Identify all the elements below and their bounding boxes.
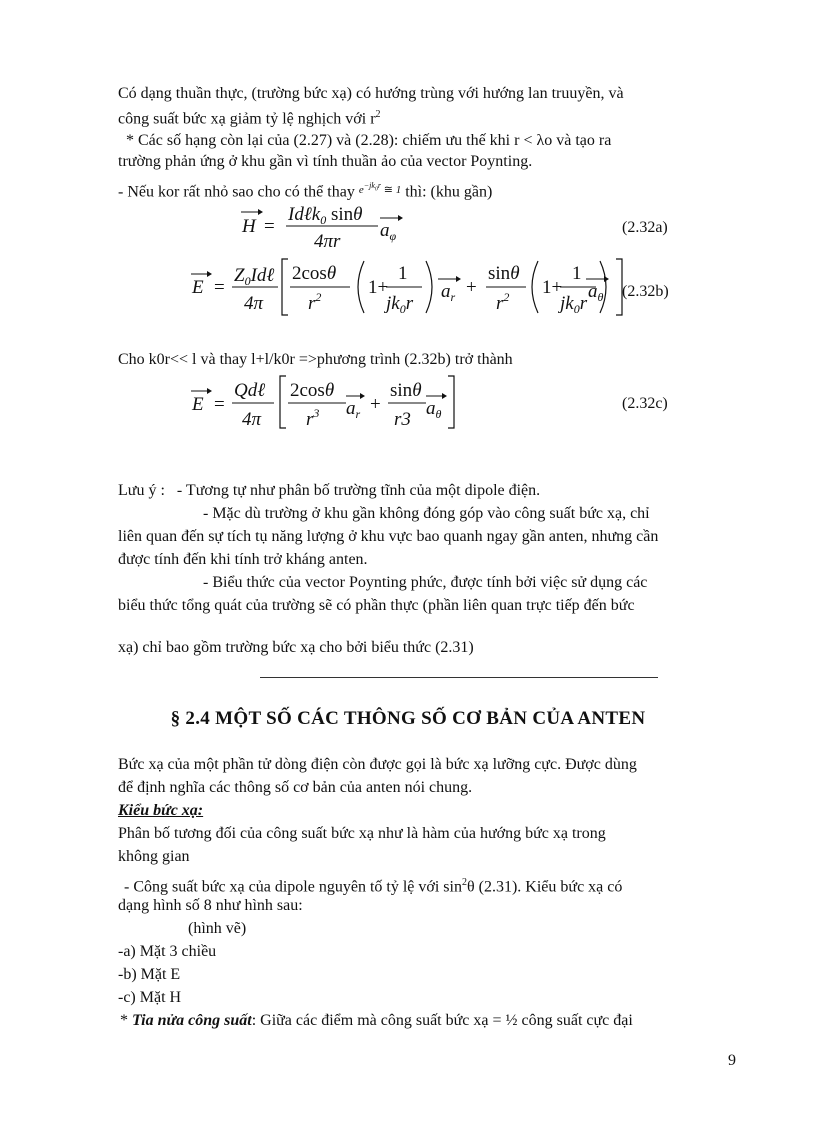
- svg-text:H: H: [242, 216, 256, 237]
- svg-text:1: 1: [398, 263, 408, 284]
- text: -c) Mặt H: [118, 989, 182, 1006]
- paragraph-line: [188, 918, 488, 941]
- text: công suất bức xạ giảm tỷ lệ nghịch với r: [118, 110, 376, 128]
- paragraph-line: [118, 151, 740, 174]
- svg-text:r3: r3: [394, 409, 411, 430]
- text: - Nếu kor rất nhỏ sao cho có thể thay: [118, 183, 355, 201]
- svg-text:E: E: [192, 394, 204, 415]
- svg-text:+: +: [370, 394, 381, 415]
- text: - Biểu thức của vector Poynting phức, được tính bởi việc sử dụng các: [203, 574, 648, 591]
- text: để định nghĩa các thông số cơ bản của anten nói chung.: [118, 779, 473, 796]
- svg-text:ar: $a_r$: [441, 281, 456, 304]
- note-label: Lưu ý :: [118, 482, 165, 499]
- equation-2-32a: [230, 196, 550, 252]
- note-line: [203, 572, 740, 595]
- svg-text:2cosθ: 2cosθ: [292, 263, 337, 284]
- svg-text:4π: 4π: [242, 409, 262, 430]
- svg-text:aφ: $a_\varphi$: [380, 220, 397, 243]
- svg-text:aθ: $a_\theta$: [426, 398, 442, 421]
- text: - Mặc dù trường ở khu gần không đóng góp vào công suất bức xạ, chỉ: [203, 505, 650, 522]
- paragraph-line: [118, 895, 740, 918]
- text: : Giữa các điểm mà công suất bức xạ = ½ công suất cực đại: [251, 1012, 633, 1029]
- text: -a) Mặt 3 chiều: [118, 943, 217, 960]
- bold-term: Tia nửa công suất: [132, 1012, 252, 1029]
- text: *: [120, 1012, 132, 1029]
- text: trường phản ứng ở khu gần vì tính thuần ảo của vector Poynting.: [118, 153, 533, 170]
- svg-text:aθ: $a_\theta$: [588, 281, 604, 304]
- text: Phân bố tương đối của công suất bức xạ như là hàm của hướng bức xạ trong: [118, 825, 606, 842]
- svg-text:r2: $r^2$: [496, 290, 510, 314]
- list-item: [118, 964, 740, 987]
- text: biểu thức tổng quát của trường sẽ có phần thực (phần liên quan trực tiếp đến bức: [118, 597, 635, 614]
- svg-text:r2: $r^2$: [308, 290, 322, 314]
- svg-text:1: 1: [572, 263, 582, 284]
- note-line: [118, 637, 740, 660]
- section-heading: § 2.4 MỘT SỐ CÁC THÔNG SỐ CƠ BẢN CỦA ANTEN: [170, 708, 646, 729]
- text: -b) Mặt E: [118, 966, 181, 983]
- paragraph-line: [118, 777, 740, 800]
- paragraph-line: [118, 104, 740, 131]
- page-number: 9: [728, 1052, 736, 1069]
- text: Cho k0r<< l và thay l+l/k0r =>phương trình (2.32b) trở thành: [118, 351, 513, 368]
- svg-text:Z0Idℓ: $Z_0Id\ell$: [234, 265, 275, 288]
- svg-text:ar: $a_r$: [346, 398, 361, 421]
- svg-text:=: =: [214, 277, 225, 298]
- paragraph-line: [118, 349, 740, 372]
- svg-text:4π: 4π: [244, 293, 264, 314]
- text: được tính đến khi tính trở kháng anten.: [118, 551, 368, 568]
- svg-text:jk0r: $jk_0r$: [560, 293, 588, 316]
- svg-text:r3: $r^3$: [306, 406, 320, 430]
- note-line: [118, 595, 740, 618]
- svg-text:sinθ: sinθ: [390, 380, 422, 401]
- equation-2-32b-end: [586, 253, 626, 319]
- svg-text:=: =: [214, 394, 225, 415]
- text: Có dạng thuần thực, (trường bức xạ) có hướng trùng với hướng lan truuyền, và: [118, 85, 624, 102]
- svg-text:4πr: 4πr: [314, 231, 341, 252]
- text: (hình vẽ): [188, 920, 247, 937]
- list-item: [118, 987, 740, 1010]
- paragraph-line: [118, 83, 740, 106]
- svg-text:1+: 1+: [368, 277, 389, 298]
- text: - Tương tự như phân bố trường tĩnh của một dipole điện.: [176, 482, 541, 499]
- paragraph-line: [118, 846, 740, 869]
- equation-number: (2.32c): [622, 395, 668, 412]
- inline-formula: e−jk0r ≅ 1: [358, 181, 402, 196]
- equation-number: (2.32a): [622, 219, 668, 236]
- svg-text:Qdℓ: Qdℓ: [234, 380, 266, 401]
- equation-2-32b: [186, 253, 626, 319]
- superscript: 2: [461, 877, 467, 888]
- svg-text:jk0r: $jk_0r$: [386, 293, 414, 316]
- svg-text:Idℓk0 sinθ: Idℓk$_0$ sinθ: [288, 204, 363, 227]
- text: không gian: [118, 848, 190, 865]
- text: * Các số hạng còn lại của (2.27) và (2.28): chiếm ưu thế khi r < λo và tạo ra: [126, 132, 612, 149]
- text: xạ) chỉ bao gồm trường bức xạ cho bởi biểu thức (2.31): [118, 639, 474, 656]
- paragraph-line: [126, 130, 740, 153]
- svg-text:E: E: [192, 277, 204, 298]
- note-line: [118, 526, 740, 549]
- text: Bức xạ của một phần tử dòng điện còn được gọi là bức xạ lưỡng cực. Được dùng: [118, 756, 637, 773]
- list-item: [118, 941, 740, 964]
- svg-text:1+: 1+: [542, 277, 563, 298]
- horizontal-rule: [260, 677, 658, 678]
- paragraph-line: [118, 754, 740, 777]
- text: liên quan đến sự tích tụ năng lượng ở khu vực bao quanh ngay gần anten, nhưng cần: [118, 528, 659, 545]
- subheading: Kiểu bức xạ:: [118, 802, 204, 819]
- svg-text:+: +: [466, 277, 477, 298]
- note-line: [203, 503, 740, 526]
- svg-text:sinθ: sinθ: [488, 263, 520, 284]
- text: dạng hình số 8 như hình sau:: [118, 897, 303, 914]
- paragraph-line: [120, 1010, 740, 1033]
- subheading-line: [118, 800, 740, 823]
- svg-text:2cosθ: 2cosθ: [290, 380, 335, 401]
- note-line: [118, 549, 740, 572]
- text: θ (2.31). Kiểu bức xạ có: [466, 878, 623, 896]
- svg-text:=: =: [264, 216, 275, 237]
- superscript: 2: [375, 109, 381, 120]
- paragraph-line: [118, 823, 740, 846]
- text: thì: (khu gần): [405, 183, 493, 201]
- text: - Công suất bức xạ của dipole nguyên tố tỷ lệ với sin: [124, 878, 462, 896]
- equation-number: (2.32b): [622, 283, 669, 300]
- note-line: [118, 480, 740, 503]
- equation-2-32c: [186, 370, 456, 434]
